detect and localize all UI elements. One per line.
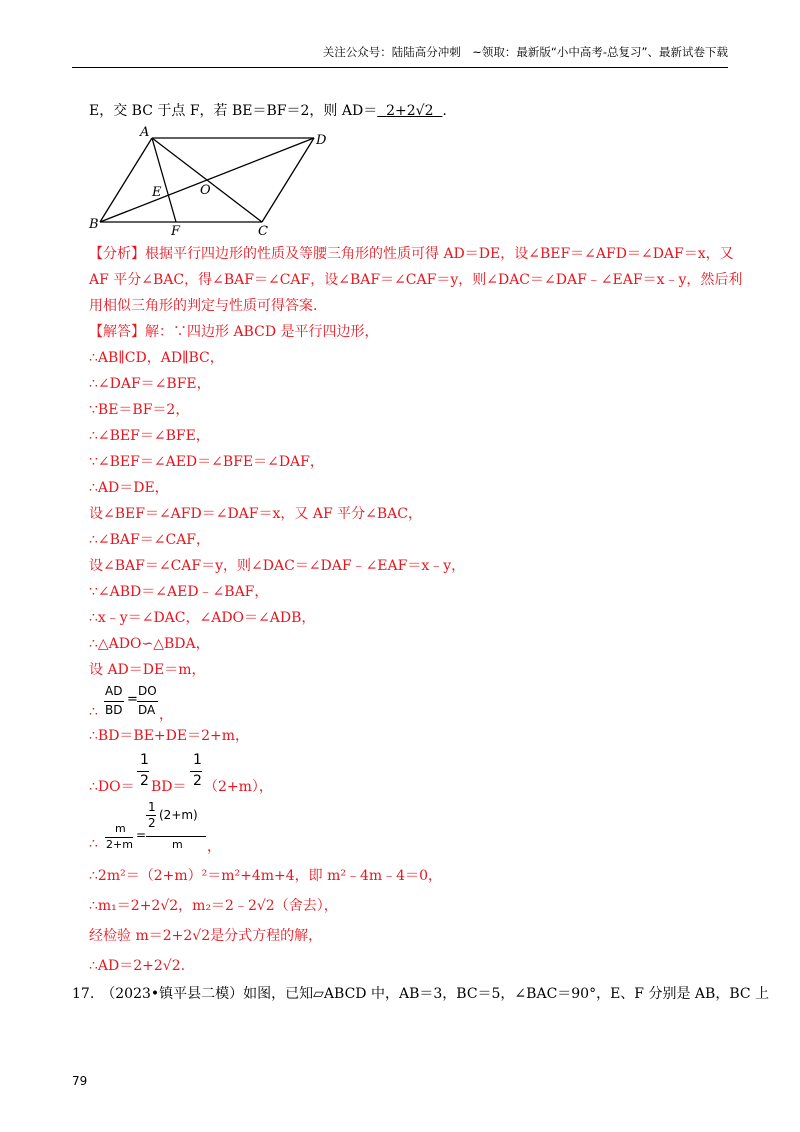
question-text: E，交 BC 于点 F，若 BE＝BF＝2，则 AD＝ [89, 103, 378, 119]
step-10: ∵∠ABD＝∠AED﹣∠BAF， [89, 584, 269, 600]
label-b: B [89, 217, 99, 232]
answer-blank: 2+2√2 [386, 103, 434, 119]
next-question: 17. （2023•镇平县二模）如图，已知▱ABCD 中，AB＝3，BC＝5，∠BAC＝90°，E、F 分别是 AB，BC 上 [72, 986, 770, 1002]
ratio-equation: ∴ AD BD = DO DA ， [89, 684, 173, 723]
step-7: 设∠BEF＝∠AFD＝∠DAF＝x，又 AF 平分∠BAC， [89, 506, 422, 522]
step-2: ∴∠DAF＝∠BFE， [89, 376, 211, 392]
step2-3: 经检验 m＝2+2√2是分式方程的解， [89, 928, 323, 944]
step-11: ∴x﹣y＝∠DAC，∠ADO＝∠ADB， [89, 610, 316, 626]
edge-dc [262, 138, 314, 222]
do-equation: ∴DO＝ 1 2 BD＝ 1 2 （2+m）， [89, 752, 273, 795]
step-1: ∴AB∥CD，AD∥BC， [89, 350, 224, 366]
label-f: F [171, 224, 181, 236]
label-a: A [140, 125, 150, 140]
step-4: ∴∠BEF＝∠BFE， [89, 428, 210, 444]
label-c: C [258, 224, 268, 236]
label-e: E [152, 185, 162, 200]
step-5: ∵∠BEF＝∠AED＝∠BFE＝∠DAF， [89, 454, 324, 470]
step-6: ∴AD＝DE， [89, 480, 169, 496]
analysis-line-3: 用相似三角形的判定与性质可得答案. [89, 298, 318, 314]
analysis-line-1: 【分析】根据平行四边形的性质及等腰三角形的性质可得 AD＝DE，设∠BEF＝∠AFD＝∠DAF＝x，又 [89, 246, 734, 262]
page-number: 79 [72, 1074, 88, 1088]
bd-line: ∴BD＝BE+DE＝2+m， [89, 728, 250, 744]
step2-2: ∴m₁＝2+2√2，m₂＝2﹣2√2（舍去）， [89, 898, 338, 914]
edge-ba [100, 138, 152, 222]
step-13: 设 AD＝DE＝m， [89, 662, 206, 678]
page-header: 关注公众号：陆陆高分冲刺 ~领取：最新版“小中高考-总复习”、最新试卷下载 [72, 44, 728, 68]
fraction-equation: ∴ m 2+m = 1 2 (2+m) m ， [89, 800, 221, 855]
parallelogram-figure [86, 124, 336, 236]
label-d: D [316, 133, 327, 148]
step-9: 设∠BAF＝∠CAF＝y，则∠DAC＝∠DAF﹣∠EAF＝x﹣y， [89, 558, 466, 574]
step2-1: ∴2m²＝（2+m）²＝m²+4m+4，即 m²﹣4m﹣4＝0， [89, 868, 443, 884]
answer-intro: 【解答】解：∵四边形 ABCD 是平行四边形， [89, 324, 379, 340]
segment-af [152, 138, 176, 222]
step-3: ∵BE＝BF＝2， [89, 402, 190, 418]
step2-4: ∴AD＝2+2√2. [89, 958, 186, 974]
diagonal-bd [100, 138, 314, 222]
analysis-line-2: AF 平分∠BAC，得∠BAF＝∠CAF，设∠BAF＝∠CAF＝y，则∠DAC＝∠DAF﹣∠EAF＝x﹣y，然后利 [89, 272, 743, 288]
label-o: O [200, 183, 211, 198]
step-12: ∴△ADO∽△BDA， [89, 636, 210, 652]
step-8: ∴∠BAF＝∠CAF， [89, 532, 211, 548]
question-continuation: E，交 BC 于点 F，若 BE＝BF＝2，则 AD＝ 2+2√2 . [89, 103, 447, 119]
